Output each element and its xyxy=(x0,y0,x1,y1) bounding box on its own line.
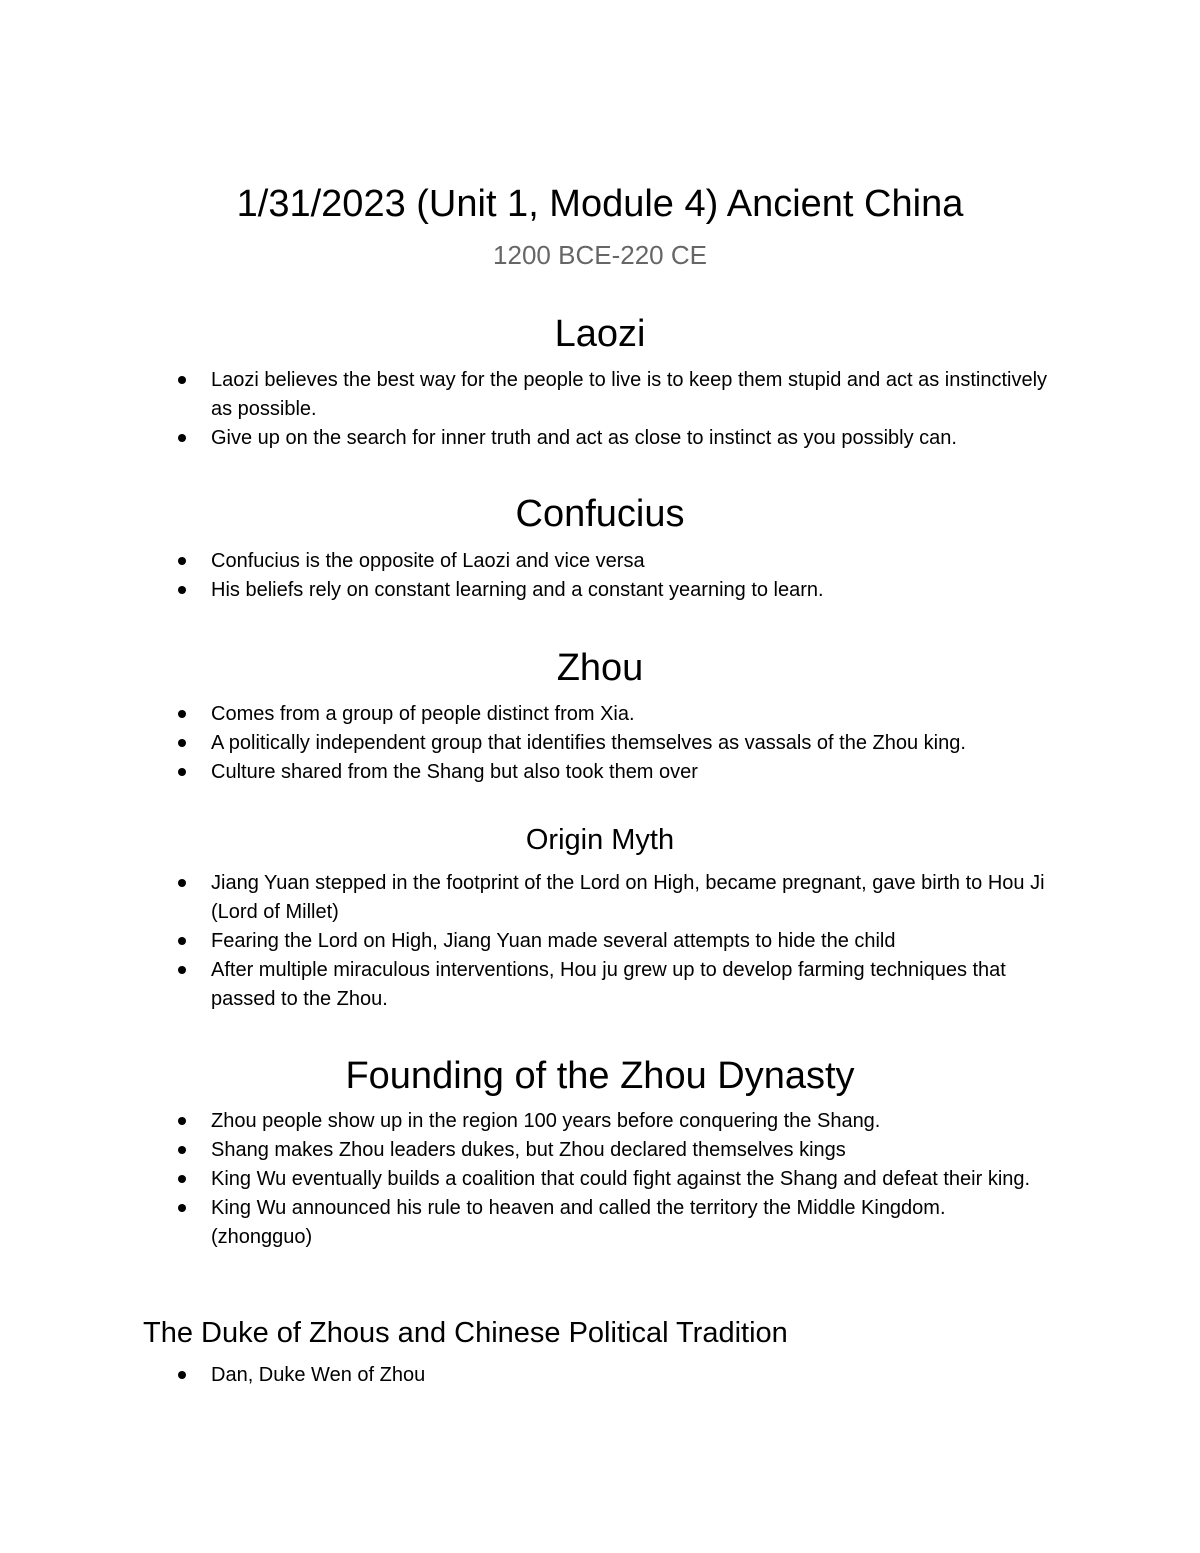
list-item: Fearing the Lord on High, Jiang Yuan made several attempts to hide the child xyxy=(0,927,1200,956)
list-item: King Wu eventually builds a coalition that could fight against the Shang and defeat their king. xyxy=(0,1165,1200,1194)
list-origin-myth xyxy=(0,869,1200,1014)
bullet-icon xyxy=(178,376,186,384)
bullet-icon xyxy=(178,937,186,945)
list-item: Dan, Duke Wen of Zhou xyxy=(0,1361,1200,1390)
bullet-icon xyxy=(178,434,186,442)
list-laozi xyxy=(0,366,1200,453)
list-item: King Wu announced his rule to heaven and called the territory the Middle Kingdom. (zhongguo) xyxy=(0,1194,1200,1252)
list-duke-of-zhous xyxy=(0,1361,1200,1390)
heading-origin-myth: Origin Myth xyxy=(525,824,675,856)
bullet-icon xyxy=(178,879,186,887)
list-item: After multiple miraculous interventions, Hou ju grew up to develop farming techniques that passed to the Zhou. xyxy=(0,956,1200,1014)
bullet-icon xyxy=(178,1204,186,1212)
heading-founding-zhou-dynasty: Founding of the Zhou Dynasty xyxy=(345,1055,855,1097)
bullet-icon xyxy=(178,710,186,718)
document-subtitle: 1200 BCE-220 CE xyxy=(493,240,707,270)
heading-laozi: Laozi xyxy=(554,313,646,355)
list-item: Zhou people show up in the region 100 years before conquering the Shang. xyxy=(0,1107,1200,1136)
bullet-icon xyxy=(178,586,186,594)
list-item: Comes from a group of people distinct from Xia. xyxy=(0,700,1200,729)
bullet-icon xyxy=(178,768,186,776)
bullet-icon xyxy=(178,966,186,974)
heading-duke-of-zhous: The Duke of Zhous and Chinese Political Tradition xyxy=(143,1317,788,1349)
list-item: A politically independent group that identifies themselves as vassals of the Zhou king. xyxy=(0,729,1200,758)
bullet-icon xyxy=(178,557,186,565)
bullet-icon xyxy=(178,1117,186,1125)
list-item: Give up on the search for inner truth and act as close to instinct as you possibly can. xyxy=(0,424,1200,453)
list-item: Confucius is the opposite of Laozi and vice versa xyxy=(0,547,1200,576)
list-item: Laozi believes the best way for the people to live is to keep them stupid and act as instinctively as possible. xyxy=(0,366,1200,424)
list-confucius xyxy=(0,547,1200,605)
document-title: 1/31/2023 (Unit 1, Module 4) Ancient China xyxy=(236,183,964,225)
list-zhou xyxy=(0,700,1200,787)
bullet-icon xyxy=(178,1371,186,1379)
list-item: Jiang Yuan stepped in the footprint of the Lord on High, became pregnant, gave birth to Hou Ji (Lord of Millet) xyxy=(0,869,1200,927)
list-founding-zhou-dynasty xyxy=(0,1107,1200,1252)
bullet-icon xyxy=(178,1146,186,1154)
bullet-icon xyxy=(178,739,186,747)
heading-confucius: Confucius xyxy=(515,493,685,535)
list-item: Shang makes Zhou leaders dukes, but Zhou declared themselves kings xyxy=(0,1136,1200,1165)
bullet-icon xyxy=(178,1175,186,1183)
list-item: Culture shared from the Shang but also took them over xyxy=(0,758,1200,787)
list-item: His beliefs rely on constant learning and a constant yearning to learn. xyxy=(0,576,1200,605)
heading-zhou: Zhou xyxy=(556,647,644,689)
